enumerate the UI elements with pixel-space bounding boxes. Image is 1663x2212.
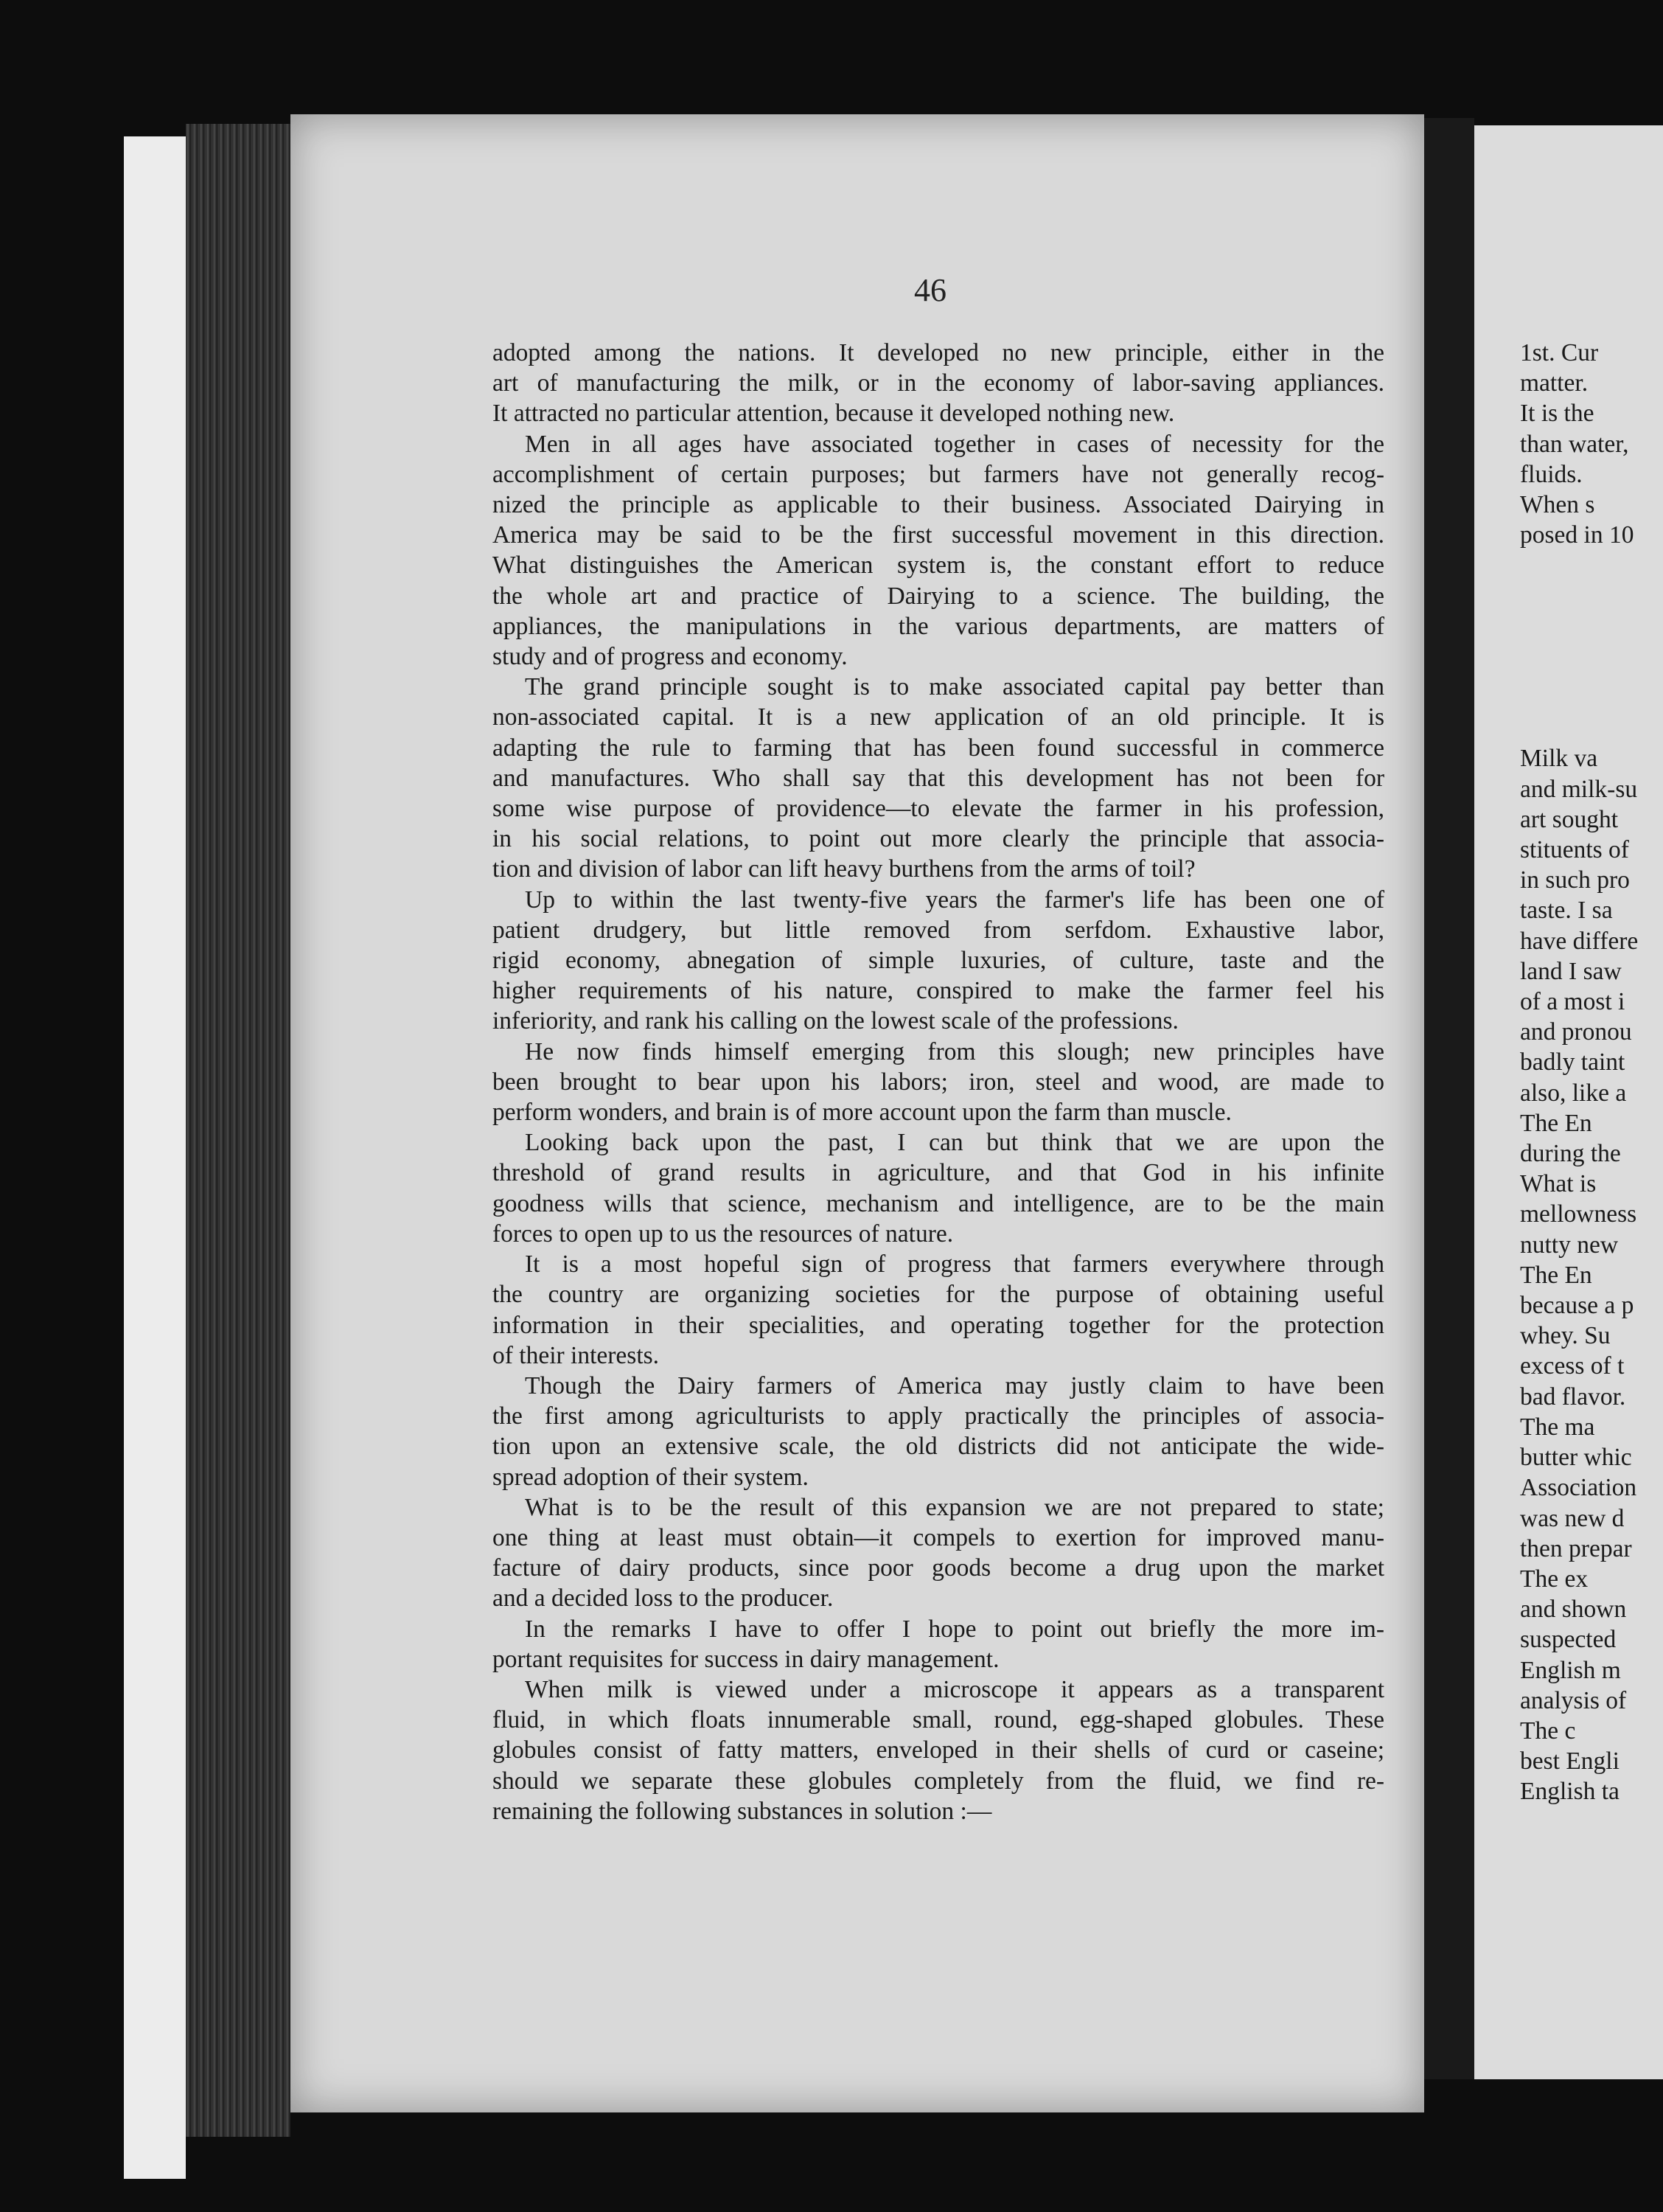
text-line: The grand principle sought is to make associated capital pay better than	[525, 673, 1384, 701]
text-line: nutty new	[1520, 1231, 1619, 1259]
text-line: stituents of	[1520, 836, 1629, 864]
text-line: have differe	[1520, 927, 1639, 955]
text-line: goodness wills that science, mechanism and intelligence, are to be the main	[492, 1189, 1384, 1217]
text-line: during the	[1520, 1140, 1621, 1168]
text-line: When s	[1520, 491, 1595, 519]
text-line: forces to open up to us the resources of nature.	[492, 1220, 954, 1248]
text-line: and manufactures. Who shall say that this development has not been for	[492, 764, 1384, 792]
text-line: Though the Dairy farmers of America may justly claim to have been	[525, 1371, 1384, 1399]
text-line: one thing at least must obtain—it compels to exertion for improved manu-	[492, 1523, 1384, 1551]
text-line: and a decided loss to the producer.	[492, 1585, 834, 1613]
text-line: matter.	[1520, 369, 1589, 397]
page-number: 46	[914, 272, 946, 308]
text-line: whey. Su	[1520, 1322, 1611, 1350]
text-line: accomplishment of certain purposes; but farmers have not generally recog-	[492, 460, 1384, 488]
text-line: higher requirements of his nature, conspired to make the farmer feel his	[492, 977, 1384, 1005]
text-line: was new d	[1520, 1504, 1625, 1532]
text-line: of their interests.	[492, 1341, 660, 1369]
text-line: in his social relations, to point out more clearly the principle that associa-	[492, 825, 1384, 853]
text-line: Milk va	[1520, 745, 1598, 773]
text-line: mellowness	[1520, 1200, 1637, 1228]
text-line: It is a most hopeful sign of progress that farmers everywhere through	[525, 1251, 1384, 1279]
text-line: facture of dairy products, since poor goods become a drug upon the market	[492, 1554, 1384, 1582]
text-line: suspected	[1520, 1626, 1617, 1654]
text-line: When milk is viewed under a microscope it appears as a transparent	[525, 1675, 1384, 1703]
text-line: It is the	[1520, 400, 1594, 428]
text-line: perform wonders, and brain is of more account upon the farm than muscle.	[492, 1099, 1232, 1127]
text-line: study and of progress and economy.	[492, 643, 848, 671]
text-line: Men in all ages have associated together in cases of necessity for the	[525, 430, 1384, 458]
text-line: adopted among the nations. It developed no new principle, either in the	[492, 339, 1384, 366]
text-line: adapting the rule to farming that has been found successful in commerce	[492, 734, 1384, 762]
text-line: spread adoption of their system.	[492, 1463, 809, 1491]
text-line: nized the principle as applicable to their business. Associated Dairying in	[492, 491, 1384, 519]
text-line: 1st. Cur	[1520, 339, 1599, 366]
text-line: and shown	[1520, 1596, 1627, 1624]
text-line: because a p	[1520, 1292, 1634, 1320]
text-line: also, like a	[1520, 1079, 1627, 1107]
text-line: art sought	[1520, 805, 1619, 833]
text-line: remaining the following substances in solution :—	[492, 1797, 992, 1825]
text-line: in such pro	[1520, 866, 1630, 894]
text-line: information in their specialities, and operating together for the protection	[492, 1311, 1384, 1339]
text-line: The En	[1520, 1109, 1592, 1137]
text-line: than water,	[1520, 430, 1629, 458]
book-gutter	[1424, 118, 1474, 2079]
text-line: some wise purpose of providence—to elevate the farmer in his profession,	[492, 795, 1384, 823]
text-line: America may be said to be the first successful movement in this direction.	[492, 521, 1384, 549]
text-line: Association	[1520, 1474, 1637, 1502]
book-page-edges	[186, 124, 290, 2137]
text-line: What distinguishes the American system is, the constant effort to reduce	[492, 552, 1384, 580]
text-line: The ma	[1520, 1413, 1595, 1441]
text-line: portant requisites for success in dairy management.	[492, 1645, 1000, 1673]
text-line: the first among agriculturists to apply practically the principles of associa-	[492, 1402, 1384, 1430]
text-line: non-associated capital. It is a new application of an old principle. It is	[492, 703, 1384, 731]
text-line: In the remarks I have to offer I hope to point out briefly the more im-	[525, 1615, 1384, 1643]
text-line: then prepar	[1520, 1534, 1632, 1562]
text-line: tion and division of labor can lift heavy burthens from the arms of toil?	[492, 855, 1196, 883]
text-line: the country are organizing societies for the purpose of obtaining useful	[492, 1281, 1384, 1309]
text-line: land I saw	[1520, 957, 1622, 985]
text-line: Up to within the last twenty-five years the farmer's life has been one of	[525, 886, 1384, 914]
blank-space	[1520, 550, 1663, 743]
text-line: The En	[1520, 1261, 1592, 1289]
text-line: patient drudgery, but little removed from serfdom. Exhaustive labor,	[492, 916, 1384, 944]
text-line: globules consist of fatty matters, enveloped in their shells of curd or caseine;	[492, 1736, 1384, 1764]
text-line: of a most i	[1520, 988, 1625, 1016]
text-line: English m	[1520, 1656, 1621, 1684]
text-line: fluid, in which floats innumerable small, round, egg-shaped globules. These	[492, 1706, 1384, 1734]
right-page-partial-text	[1520, 338, 1663, 1807]
text-line: inferiority, and rank his calling on the lowest scale of the professions.	[492, 1007, 1179, 1035]
text-line: bad flavor.	[1520, 1382, 1626, 1411]
text-line: been brought to bear upon his labors; iron, steel and wood, are made to	[492, 1068, 1384, 1096]
text-line: analysis of	[1520, 1686, 1627, 1714]
text-line: butter whic	[1520, 1444, 1632, 1472]
text-line: fluids.	[1520, 460, 1583, 488]
text-line: What is to be the result of this expansion we are not prepared to state;	[525, 1493, 1384, 1521]
text-line: art of manufacturing the milk, or in the economy of labor-saving appliances.	[492, 369, 1384, 397]
text-line: rigid economy, abnegation of simple luxuries, of culture, taste and the	[492, 947, 1384, 975]
text-line: best Engli	[1520, 1747, 1620, 1775]
text-line: He now finds himself emerging from this slough; new principles have	[525, 1037, 1384, 1065]
text-line: tion upon an extensive scale, the old districts did not anticipate the wide-	[492, 1433, 1384, 1461]
scanner-margin	[124, 136, 186, 2179]
text-line: threshold of grand results in agriculture, and that God in his infinite	[492, 1159, 1384, 1187]
text-line: and milk-su	[1520, 775, 1638, 803]
text-line: appliances, the manipulations in the various departments, are matters of	[492, 612, 1384, 640]
left-page-body-text	[492, 338, 1384, 1826]
text-line: and pronou	[1520, 1018, 1632, 1046]
text-line: badly taint	[1520, 1048, 1625, 1077]
text-line: the whole art and practice of Dairying to a science. The building, the	[492, 582, 1384, 610]
text-line: taste. I sa	[1520, 897, 1613, 925]
text-line: should we separate these globules completely from the fluid, we find re-	[492, 1767, 1384, 1795]
text-line: Looking back upon the past, I can but think that we are upon the	[525, 1129, 1384, 1157]
text-line: It attracted no particular attention, because it developed nothing new.	[492, 400, 1175, 428]
text-line: The ex	[1520, 1565, 1589, 1593]
text-line: English ta	[1520, 1778, 1620, 1806]
text-line: excess of t	[1520, 1352, 1625, 1380]
text-line: posed in 10	[1520, 521, 1634, 549]
text-line: The c	[1520, 1717, 1576, 1745]
text-line: What is	[1520, 1170, 1597, 1198]
